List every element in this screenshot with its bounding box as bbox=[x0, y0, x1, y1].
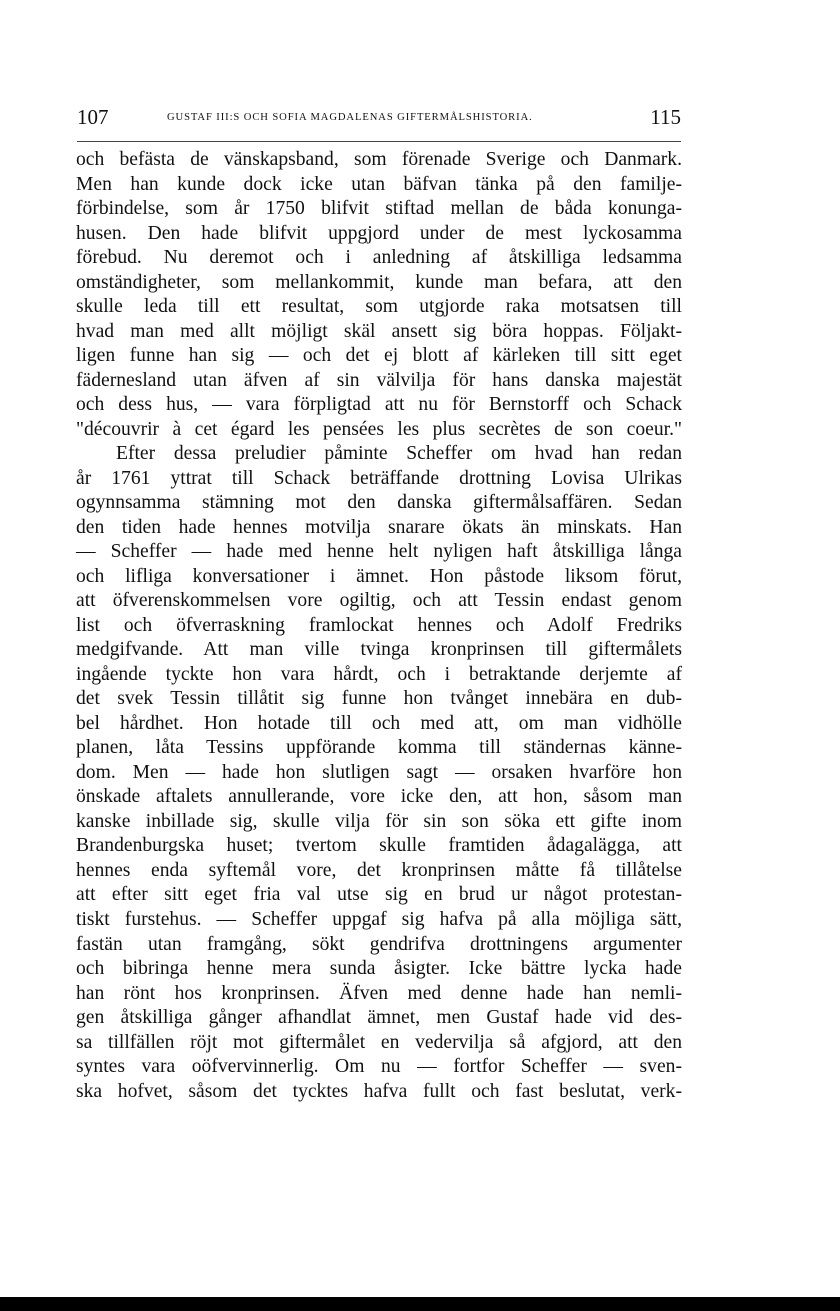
text-line: och bibringa henne mera sunda åsigter. Icke bättre lycka hade bbox=[76, 958, 682, 980]
text-line: ligen funne han sig — och det ej blott af kärleken till sitt eget bbox=[76, 345, 682, 367]
text-line: förbindelse, som år 1750 blifvit stiftad mellan de båda konunga- bbox=[76, 198, 682, 220]
text-line: kanske inbillade sig, skulle vilja för sin son söka ett gifte inom bbox=[76, 810, 682, 832]
text-line: den tiden hade hennes motvilja snarare ökats än minskats. Han bbox=[76, 516, 682, 538]
text-line: dom. Men — hade hon slutligen sagt — orsaken hvarföre hon bbox=[76, 761, 682, 783]
text-line: sa tillfällen röjt mot giftermålet en vedervilja så afgjord, att den bbox=[76, 1031, 682, 1053]
body-text bbox=[76, 148, 682, 1104]
header-rule bbox=[77, 141, 681, 142]
text-line: och lifliga konversationer i ämnet. Hon påstode liksom förut, bbox=[76, 565, 682, 587]
text-line: att efter sitt eget fria val utse sig en brud ur något protestan- bbox=[76, 884, 682, 906]
text-line: skulle leda till ett resultat, som utgjorde raka motsatsen till bbox=[76, 296, 682, 318]
right-page-number: 115 bbox=[650, 105, 681, 129]
text-line: medgifvande. Att man ville tvinga kronprinsen till giftermålets bbox=[76, 639, 682, 661]
text-line: list och öfverraskning framlockat hennes och Adolf Fredriks bbox=[76, 614, 682, 636]
text-line: ska hofvet, såsom det tycktes hafva fullt och fast beslutat, verk- bbox=[76, 1080, 682, 1102]
running-header bbox=[77, 104, 681, 134]
text-line: Brandenburgska huset; tvertom skulle framtiden ådagalägga, att bbox=[76, 835, 682, 857]
text-line: och befästa de vänskapsband, som förenade Sverige och Danmark. bbox=[76, 149, 682, 170]
text-line: hvad man med allt möjligt skäl ansett sig böra hoppas. Följakt- bbox=[76, 320, 682, 342]
text-line: att öfverenskommelsen vore ogiltig, och att Tessin endast genom bbox=[76, 590, 682, 612]
text-line: det svek Tessin tillåtit sig funne hon tvånget innebära en dub- bbox=[76, 688, 682, 710]
text-line: gen åtskilliga gånger afhandlat ämnet, men Gustaf hade vid des- bbox=[76, 1007, 682, 1029]
text-line: — Scheffer — hade med henne helt nyligen haft åtskilliga långa bbox=[76, 541, 682, 563]
text-line: tiskt furstehus. — Scheffer uppgaf sig hafva på alla möjliga sätt, bbox=[76, 908, 682, 930]
text-line: fädernesland utan äfven af sin välvilja för hans danska majestät bbox=[76, 369, 682, 391]
text-line: bel hårdhet. Hon hotade till och med att, om man vidhölle bbox=[76, 712, 682, 734]
left-page-number: 107 bbox=[77, 105, 109, 129]
text-line: ogynnsamma stämning mot den danska giftermålsaffären. Sedan bbox=[76, 492, 682, 514]
text-line: Men han kunde dock icke utan bäfvan tänka på den familje- bbox=[76, 173, 682, 195]
text-line: omständigheter, som mellankommit, kunde man befara, att den bbox=[76, 271, 682, 293]
text-line: förebud. Nu deremot och i anledning af åtskilliga ledsamma bbox=[76, 247, 682, 269]
scan-edge-bar bbox=[0, 1297, 840, 1311]
text-line: planen, låta Tessins uppförande komma till ständernas känne- bbox=[76, 737, 682, 759]
text-line: år 1761 yttrat till Schack beträffande drottning Lovisa Ulrikas bbox=[76, 467, 682, 489]
text-line: "découvrir à cet égard les pensées les plus secrètes de son coeur." bbox=[76, 418, 682, 440]
text-line: syntes vara oöfvervinnerlig. Om nu — fortfor Scheffer — sven- bbox=[76, 1056, 682, 1078]
text-line: han rönt hos kronprinsen. Äfven med denne hade han nemli- bbox=[76, 982, 682, 1004]
text-line: fastän utan framgång, sökt gendrifva drottningens argumenter bbox=[76, 933, 682, 955]
paragraph-start-line: Efter dessa preludier påminte Scheffer om hvad han redan bbox=[116, 443, 682, 465]
text-line: ingående tyckte hon vara hårdt, och i betraktande derjemte af bbox=[76, 663, 682, 685]
text-line: önskade aftalets annullerande, vore icke den, att hon, såsom man bbox=[76, 786, 682, 808]
text-line: hennes enda syftemål vore, det kronprinsen måtte få tillåtelse bbox=[76, 859, 682, 881]
running-title: GUSTAF III:S OCH SOFIA MAGDALENAS GIFTERMÅLSHISTORIA. bbox=[167, 112, 533, 123]
text-line: och dess hus, — vara förpligtad att nu för Bernstorff och Schack bbox=[76, 394, 682, 416]
text-line: husen. Den hade blifvit uppgjord under de mest lyckosamma bbox=[76, 222, 682, 244]
